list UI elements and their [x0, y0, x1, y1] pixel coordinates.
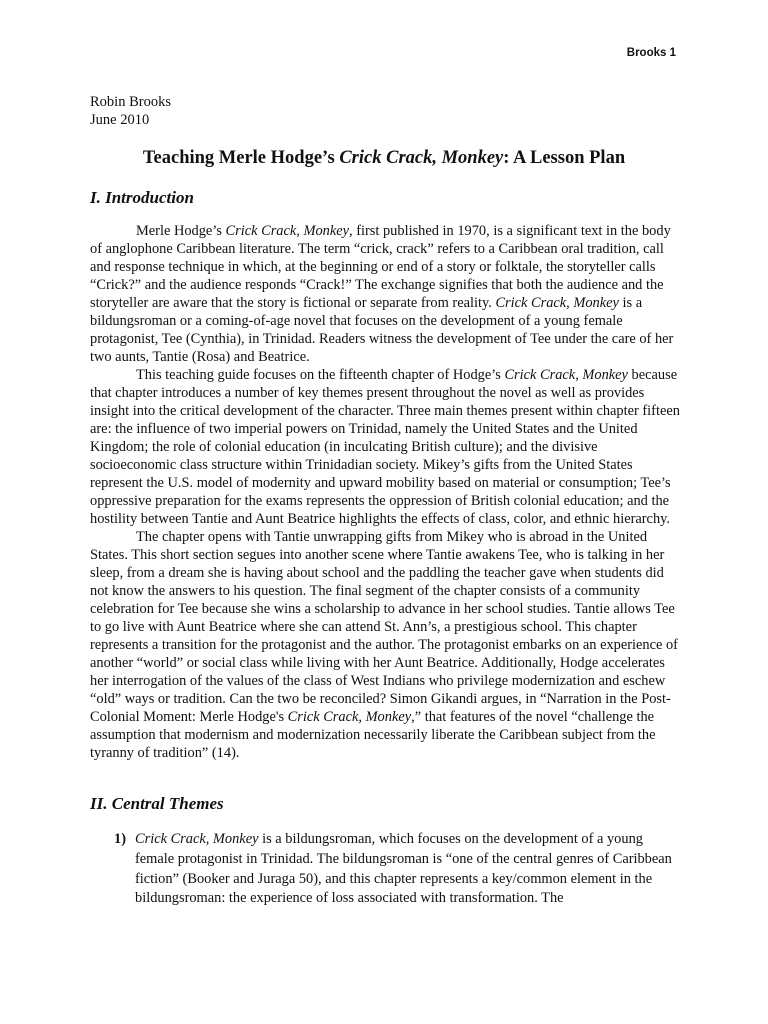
- italic-book-title: Crick Crack, Monkey: [504, 367, 628, 383]
- author-name: Robin Brooks: [90, 94, 171, 110]
- title-pre: Teaching Merle Hodge’s: [142, 148, 340, 168]
- italic-book-title: Crick Crack, Monkey: [287, 709, 412, 725]
- text-run: , first published in 1970, is a significant text in the body of anglophone Caribbean literature. The term “crick, crack” refers to a Caribbean oral tradition, call and response technique in which, at the beginning or end of a story or folktale, the storyteller calls “Crick?” and the audience responds “Crack!” The exchange signifies that both the audience and the storyteller are aware that the story is fictional or separate from reality.: [90, 223, 671, 311]
- text-run: The chapter opens with Tantie unwrapping gifts from Mikey who is abroad in the United States. This short section segues into another scene where Tantie awakens Tee, who is talking in her sleep, from a dream she is having about school and the paddling the teacher gave when students did not know the answers to his question. The final segment of the chapter consists of a community celebration for Tee because she wins a scholarship to advance in her school studies. Tantie allows Tee to go live with Aunt Beatrice where she can attend St. Ann’s, a prestigious school. This chapter represents a transition for the protagonist and the author. The protagonist embarks on an experience of another “world” or social class while living with her Aunt Beatrice. Additionally, Hodge accelerates her interrogation of the values of the class of West Indians who privilege modernization and eschew “old” ways or tradition. Can the two be reconciled? Simon Gikandi argues, in “Narration in the Post-Colonial Moment: Merle Hodge's: [90, 529, 678, 725]
- intro-paragraph-1: [90, 222, 680, 366]
- text-run: Merle Hodge’s: [136, 223, 226, 239]
- list-item-number: 1): [114, 831, 126, 847]
- list-item: [90, 830, 680, 909]
- page-number-header: Brooks 1: [626, 47, 676, 59]
- italic-book-title: Crick Crack, Monkey: [495, 295, 619, 311]
- italic-book-title: Crick Crack, Monkey: [225, 223, 350, 239]
- section-heading-central-themes: II. Central Themes: [90, 794, 224, 813]
- text-run: is a bildungsroman, which focuses on the development of a young female protagonist in Trinidad. The bildungsroman is “one of the central genres of Caribbean fiction” (Booker and Juraga 50), and this chapter represents a key/common element in the bildungsroman: the experience of loss associated with transformation. The: [135, 831, 672, 907]
- title-book-name: Crick Crack, Monkey: [339, 148, 504, 168]
- text-run: because that chapter introduces a number of key themes present throughout the novel as well as provides insight into the critical development of the character. Three main themes present within chapter fifteen are: the influence of two imperial powers on Trinidad, namely the United States and the United Kingdom; the role of colonial education (in inculcating British culture); and the divisive socioeconomic class structure within Trinidadian society. Mikey’s gifts from the United States represent the U.S. model of modernity and upward mobility based on material or consumption; Tee’s oppressive preparation for the exams represents the oppression of British colonial education; and the hostility between Tantie and Aunt Beatrice highlights the effects of class, color, and ethnic hierarchy.: [90, 367, 680, 527]
- intro-paragraph-3: [90, 528, 680, 762]
- italic-book-title: Crick Crack, Monkey: [135, 831, 259, 847]
- text-run: is a bildungsroman or a coming-of-age novel that focuses on the development of a young female protagonist, Tee (Cynthia), in Trinidad. Readers witness the development of Tee under the care of her two aunts, Tantie (Rosa) and Beatrice.: [90, 295, 674, 365]
- text-run: ,” that features of the novel “challenge the assumption that modernism and modernization necessarily liberate the Caribbean subject from the tyranny of tradition” (14).: [90, 709, 656, 761]
- text-run: This teaching guide focuses on the fifteenth chapter of Hodge’s: [136, 367, 505, 383]
- author-block: [90, 93, 171, 129]
- document-date: June 2010: [90, 112, 150, 128]
- introduction-body: [90, 222, 680, 762]
- document-title: [0, 148, 768, 169]
- section-heading-introduction: I. Introduction: [90, 188, 194, 207]
- list-item-text: [135, 830, 680, 909]
- intro-paragraph-2: [90, 366, 680, 528]
- title-post: : A Lesson Plan: [503, 148, 626, 168]
